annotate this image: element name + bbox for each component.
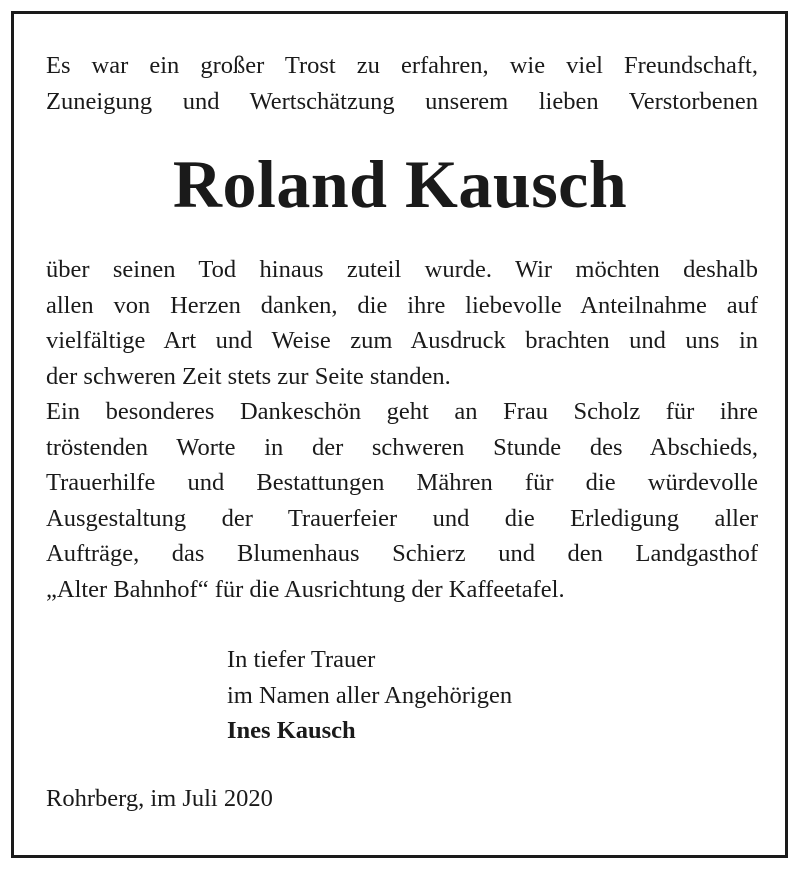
body-line: tröstenden Worte in der schweren Stunde des Abschieds, [46,433,758,461]
intro-line: Es war ein großer Trost zu erfahren, wie viel Freundschaft, [46,52,758,79]
body-line: der schweren Zeit stets zur Seite standen. [46,362,451,390]
signature-name: Ines Kausch [227,717,356,744]
body-line: allen von Herzen danken, die ihre liebevolle Anteilnahme auf [46,291,758,319]
body-line: Aufträge, das Blumenhaus Schierz und den Landgasthof [46,540,758,567]
thanks-paragraph [46,252,758,607]
body-line: „Alter Bahnhof“ für die Ausrichtung der Kaffeetafel. [46,575,565,603]
deceased-name: Roland Kausch [172,146,628,222]
signature-block [227,642,512,749]
intro-line: Zuneigung und Wertschätzung unserem lieben Verstorbenen [46,87,758,115]
body-line: vielfältige Art und Weise zum Ausdruck brachten und uns in [46,327,758,354]
body-line: über seinen Tod hinaus zuteil wurde. Wir möchten deshalb [46,256,758,283]
signature-line-relatives: im Namen aller Angehörigen [227,681,513,709]
body-line: Trauerhilfe und Bestattungen Mähren für die würdevolle [46,469,758,496]
intro-paragraph [46,48,758,119]
body-line: Ein besonderes Dankeschön geht an Frau Scholz für ihre [46,398,758,425]
body-line: Ausgestaltung der Trauerfeier und die Erledigung aller [46,504,758,532]
signature-line-mourning: In tiefer Trauer [227,646,376,673]
place-date: Rohrberg, im Juli 2020 [46,785,273,812]
